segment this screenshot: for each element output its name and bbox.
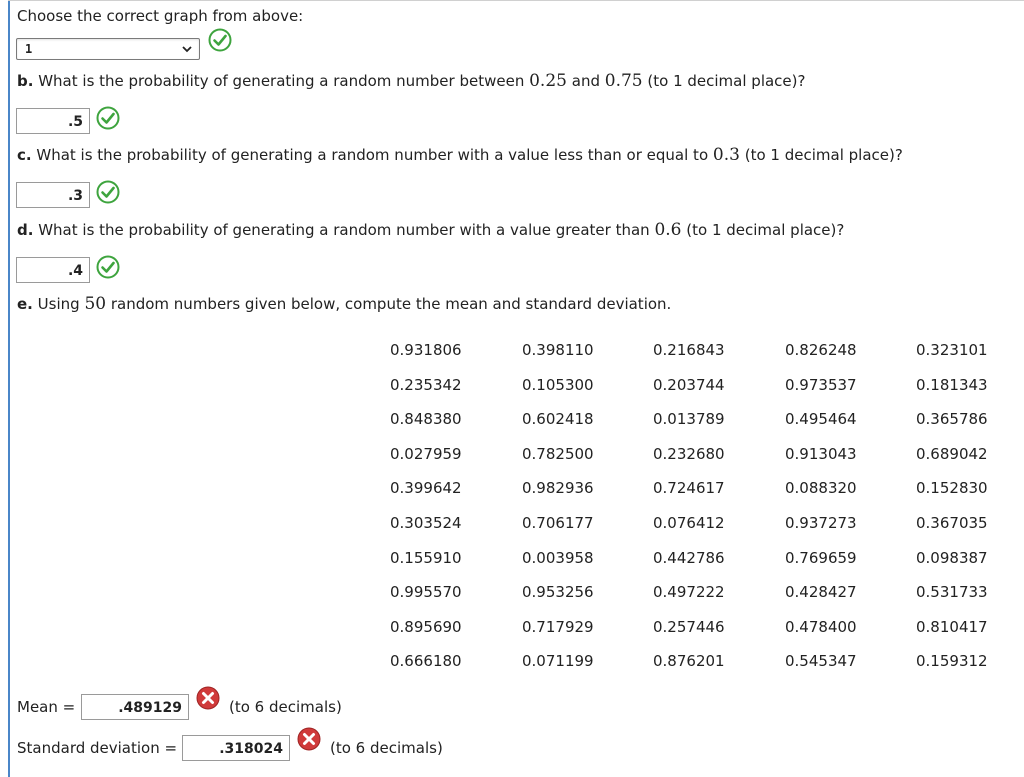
- random-number-cell: 0.442786: [653, 549, 725, 567]
- choose-graph-label: Choose the correct graph from above:: [17, 7, 304, 25]
- random-number-cell: 0.003958: [522, 549, 594, 567]
- question-b-text: What is the probability of generating a random number between: [38, 72, 525, 90]
- question-c-letter: c.: [17, 146, 32, 164]
- check-circle-icon: [96, 180, 120, 204]
- graph-select[interactable]: [16, 38, 200, 60]
- question-e-text: Using: [37, 295, 80, 313]
- random-number-cell: 0.717929: [522, 618, 594, 636]
- check-circle-icon: [208, 28, 232, 52]
- random-number-cell: 0.428427: [785, 583, 857, 601]
- random-number-cell: 0.931806: [390, 341, 462, 359]
- random-number-cell: 0.365786: [916, 410, 988, 428]
- random-number-cell: 0.982936: [522, 479, 594, 497]
- mean-hint: (to 6 decimals): [229, 698, 342, 716]
- random-number-cell: 0.602418: [522, 410, 594, 428]
- answer-c-input[interactable]: .3: [16, 182, 90, 208]
- random-number-cell: 0.098387: [916, 549, 988, 567]
- random-number-cell: 0.545347: [785, 652, 857, 670]
- random-number-cell: 0.876201: [653, 652, 725, 670]
- question-b: [17, 71, 805, 91]
- answer-d-input[interactable]: .4: [16, 257, 90, 283]
- random-number-cell: 0.497222: [653, 583, 725, 601]
- random-number-cell: 0.782500: [522, 445, 594, 463]
- random-number-cell: 0.953256: [522, 583, 594, 601]
- check-circle-icon: [96, 106, 120, 130]
- question-b-value-a: 0.25: [529, 71, 567, 91]
- random-number-cell: 0.937273: [785, 514, 857, 532]
- random-number-cell: 0.995570: [390, 583, 462, 601]
- mean-input[interactable]: .489129: [81, 694, 189, 720]
- graph-select-value: 1: [25, 42, 33, 56]
- x-circle-icon: [196, 686, 220, 710]
- question-e-count: 50: [84, 294, 107, 314]
- question-c: [17, 145, 903, 165]
- random-number-cell: 0.724617: [653, 479, 725, 497]
- question-b-suffix: (to 1 decimal place)?: [647, 72, 806, 90]
- random-number-cell: 0.826248: [785, 341, 857, 359]
- random-number-cell: 0.399642: [390, 479, 462, 497]
- random-number-cell: 0.531733: [916, 583, 988, 601]
- random-number-cell: 0.689042: [916, 445, 988, 463]
- x-circle-icon: [297, 727, 321, 751]
- random-number-cell: 0.076412: [653, 514, 725, 532]
- random-number-cell: 0.367035: [916, 514, 988, 532]
- question-b-value-b: 0.75: [604, 71, 643, 91]
- question-e-letter: e.: [17, 295, 33, 313]
- random-number-cell: 0.303524: [390, 514, 462, 532]
- sd-label: Standard deviation =: [17, 739, 178, 757]
- random-number-cell: 0.323101: [916, 341, 988, 359]
- random-number-cell: 0.181343: [916, 376, 988, 394]
- answer-b-input[interactable]: .5: [16, 108, 90, 134]
- question-d: [17, 220, 844, 240]
- random-number-cell: 0.895690: [390, 618, 462, 636]
- random-number-cell: 0.159312: [916, 652, 988, 670]
- random-number-cell: 0.973537: [785, 376, 857, 394]
- random-number-cell: 0.769659: [785, 549, 857, 567]
- question-d-text: What is the probability of generating a random number with a value greater than: [38, 221, 650, 239]
- sd-hint: (to 6 decimals): [330, 739, 443, 757]
- random-number-cell: 0.088320: [785, 479, 857, 497]
- random-number-cell: 0.666180: [390, 652, 462, 670]
- question-e-suffix: random numbers given below, compute the mean and standard deviation.: [110, 295, 672, 313]
- random-number-cell: 0.495464: [785, 410, 857, 428]
- random-number-cell: 0.155910: [390, 549, 462, 567]
- question-d-value: 0.6: [654, 220, 682, 240]
- random-number-cell: 0.105300: [522, 376, 594, 394]
- random-number-cell: 0.913043: [785, 445, 857, 463]
- question-c-suffix: (to 1 decimal place)?: [744, 146, 903, 164]
- random-number-cell: 0.235342: [390, 376, 462, 394]
- question-d-letter: d.: [17, 221, 34, 239]
- mean-label: Mean =: [17, 698, 76, 716]
- random-number-cell: 0.706177: [522, 514, 594, 532]
- random-number-cell: 0.848380: [390, 410, 462, 428]
- random-number-cell: 0.216843: [653, 341, 725, 359]
- random-number-cell: 0.013789: [653, 410, 725, 428]
- question-c-value: 0.3: [712, 145, 740, 165]
- random-number-cell: 0.152830: [916, 479, 988, 497]
- question-d-suffix: (to 1 decimal place)?: [686, 221, 845, 239]
- random-number-cell: 0.257446: [653, 618, 725, 636]
- top-border: [8, 0, 1024, 1]
- question-b-and: and: [571, 72, 600, 90]
- random-number-cell: 0.398110: [522, 341, 594, 359]
- check-circle-icon: [96, 255, 120, 279]
- sd-input[interactable]: .318024: [182, 735, 290, 761]
- question-b-letter: b.: [17, 72, 34, 90]
- random-number-cell: 0.478400: [785, 618, 857, 636]
- chevron-down-icon: [181, 43, 193, 55]
- left-border: [8, 0, 10, 777]
- question-e: [17, 294, 671, 314]
- random-number-cell: 0.027959: [390, 445, 462, 463]
- random-number-cell: 0.810417: [916, 618, 988, 636]
- random-number-cell: 0.071199: [522, 652, 594, 670]
- random-number-cell: 0.203744: [653, 376, 725, 394]
- random-number-cell: 0.232680: [653, 445, 725, 463]
- question-c-text: What is the probability of generating a random number with a value less than or equal to: [36, 146, 709, 164]
